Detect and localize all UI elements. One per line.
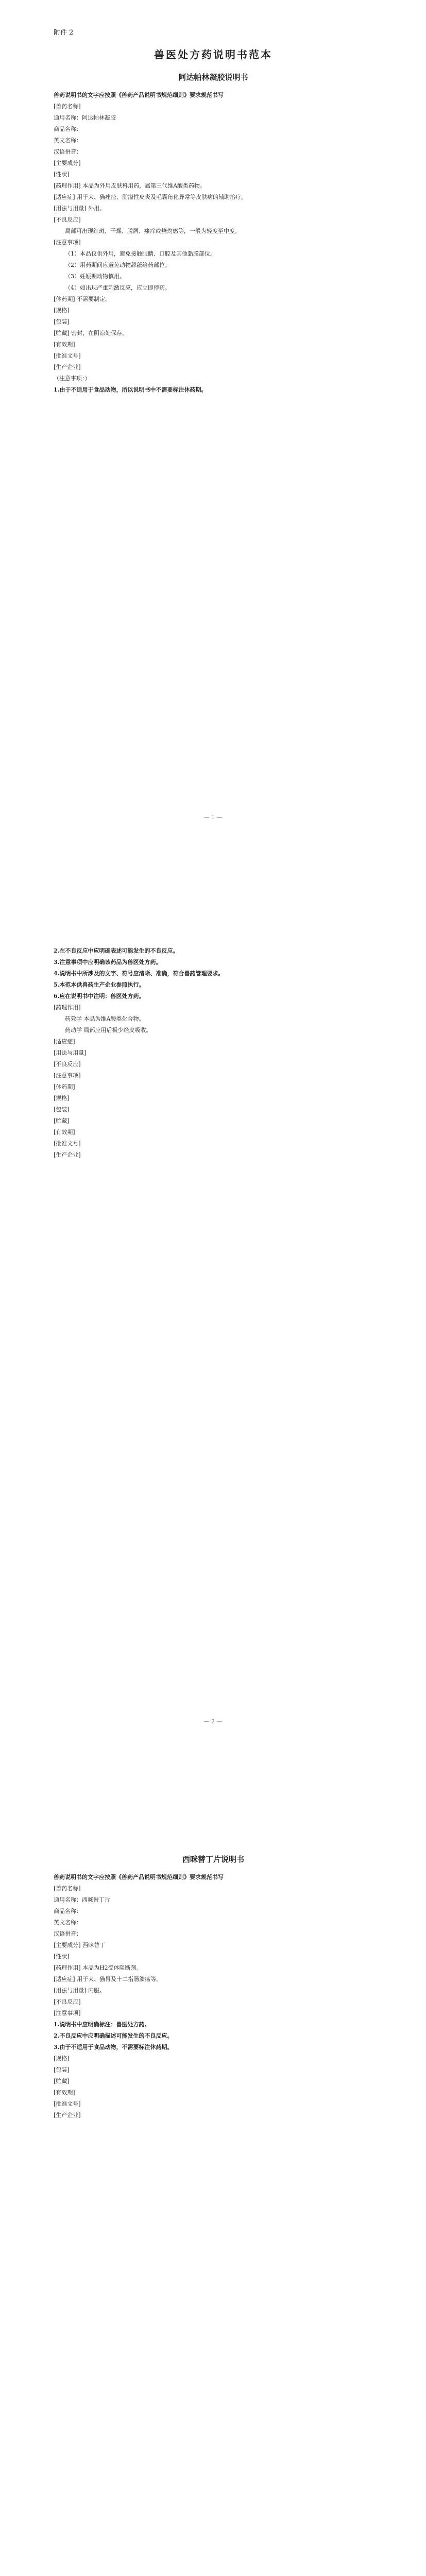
text-line: [休药期] (54, 1083, 75, 1090)
text-line: [规格] (54, 307, 70, 314)
text-line: [包装] (54, 318, 70, 325)
text-line: [规格] (54, 2055, 70, 2062)
text-line: [性状] (54, 1953, 70, 1960)
text-line: 5.本范本供兽药生产企业参照执行。 (54, 981, 145, 988)
text-line: （注意事项：） (54, 375, 91, 382)
text-line: [贮藏] 密封，在阴凉处保存。 (54, 330, 128, 336)
text-line: [注意事项] (54, 239, 81, 246)
text-line: 英文名称： (54, 137, 82, 144)
text-line: 通用名称：西咪替丁片 (54, 1896, 110, 1903)
text-line: [用法与用量] (54, 1049, 87, 1056)
text-line: [兽药名称] (54, 103, 81, 110)
text-line: [生产企业] (54, 364, 81, 370)
page-3 (0, 1808, 426, 2576)
text-line: [批准文号] (54, 352, 81, 359)
page-2-content (54, 945, 373, 1161)
page-number: — 2 — (203, 1718, 223, 1725)
text-line: [用法与用量] 内服。 (54, 1987, 106, 1994)
page-2 (0, 904, 426, 1808)
page-3-content (54, 1850, 373, 2121)
text-line: [不良反应] (54, 1998, 81, 2005)
text-line: [主要成分] (54, 160, 81, 166)
text-line: 1.由于不适用于食品动物，所以说明书中不需要标注休药期。 (54, 386, 207, 393)
text-line: 药效学 本品为维A酸类化合物。 (65, 1015, 145, 1022)
document-subtitle: 阿达帕林凝胶说明书 (178, 73, 248, 82)
text-line: 商品名称： (54, 1908, 82, 1914)
annex-label: 附件 2 (54, 29, 74, 37)
text-line: 兽药说明书的文字应按照《兽药产品说明书规范细则》要求规范书写 (54, 1874, 224, 1880)
page-number: — 1 — (203, 814, 223, 821)
document-title: 兽医处方药说明书范本 (154, 48, 272, 61)
text-line: 3.注意事项中应明确该药品为兽医处方药。 (54, 959, 162, 965)
text-line: [有效期] (54, 341, 75, 348)
text-line: 兽药说明书的文字应按照《兽药产品说明书规范细则》要求规范书写 (54, 92, 224, 98)
text-line: [不良反应] (54, 1061, 81, 1067)
text-line: [注意事项] (54, 1072, 81, 1079)
text-line: （2）用药期间应避免动物舔舐给药部位。 (65, 262, 171, 268)
text-line: （1）本品仅供外用，避免接触眼睛、口腔及其他黏膜部位。 (65, 250, 216, 257)
text-line: [贮藏] (54, 2078, 70, 2084)
text-line: [兽药名称] (54, 1885, 81, 1892)
text-line: [注意事项] (54, 2010, 81, 2016)
text-line: [有效期] (54, 2089, 75, 2096)
page-3-lines (54, 1872, 373, 2121)
text-line: 商品名称： (54, 126, 82, 132)
text-line: 1.说明书中应明确标注：兽医处方药。 (54, 2021, 150, 2028)
text-line: [批准文号] (54, 1140, 81, 1147)
page-1-lines (54, 90, 373, 396)
text-line: 通用名称：阿达帕林凝胶 (54, 114, 116, 121)
text-line: [生产企业] (54, 2112, 81, 2119)
text-line: [不良反应] (54, 216, 81, 223)
text-line: [主要成分] 西咪替丁 (54, 1942, 106, 1948)
text-line: [包装] (54, 1106, 70, 1113)
text-line: [药理作用] (54, 1004, 81, 1011)
text-line: 局部可出现红斑、干燥、脱屑、瘙痒或烧灼感等，一般为轻度至中度。 (65, 228, 241, 234)
text-line: [性状] (54, 171, 70, 178)
document-subtitle: 西咪替丁片说明书 (182, 1855, 244, 1864)
text-line: [休药期] 不需要制定。 (54, 296, 111, 302)
text-line: [有效期] (54, 1129, 75, 1136)
text-line: 英文名称： (54, 1919, 82, 1926)
page-1 (0, 0, 426, 904)
text-line: [适应症] (54, 1038, 75, 1045)
text-line: （4）如出现严重刺激反应，应立即停药。 (65, 284, 171, 291)
text-line: [药理作用] 本品为外用皮肤科用药，属第三代维A酸类药物。 (54, 182, 206, 189)
text-line: 6.应在说明书中注明：兽医处方药。 (54, 993, 145, 999)
text-line: [生产企业] (54, 1151, 81, 1158)
text-line: [包装] (54, 2066, 70, 2073)
page-1-content (54, 46, 373, 396)
text-line: （3）妊娠期动物慎用。 (65, 273, 125, 280)
text-line: [适应症] 用于犬、猫痤疮、脂溢性皮炎及毛囊角化异常等皮肤病的辅助治疗。 (54, 194, 247, 200)
text-line: 药动学 局部应用后极少经皮吸收。 (65, 1027, 152, 1033)
text-line: 4.说明书中所涉及的文字、符号应清晰、准确，符合兽药管理要求。 (54, 970, 224, 977)
text-line: [用法与用量] 外用。 (54, 205, 106, 212)
text-line: [药理作用] 本品为H2受体阻断剂。 (54, 1964, 142, 1971)
page-2-lines (54, 945, 373, 1161)
text-line: 2.不良反应中应明确描述可能发生的不良反应。 (54, 2032, 173, 2039)
text-line: [贮藏] (54, 1117, 70, 1124)
text-line: [规格] (54, 1095, 70, 1101)
text-line: 2.在不良反应中应明确表述可能发生的不良反应。 (54, 947, 179, 954)
text-line: [适应症] 用于犬、猫胃及十二指肠溃疡等。 (54, 1976, 162, 1982)
text-line: 汉语拼音： (54, 148, 82, 155)
text-line: 汉语拼音： (54, 1930, 82, 1937)
text-line: 3.由于不适用于食品动物，不需要标注休药期。 (54, 2044, 173, 2050)
text-line: [批准文号] (54, 2100, 81, 2107)
